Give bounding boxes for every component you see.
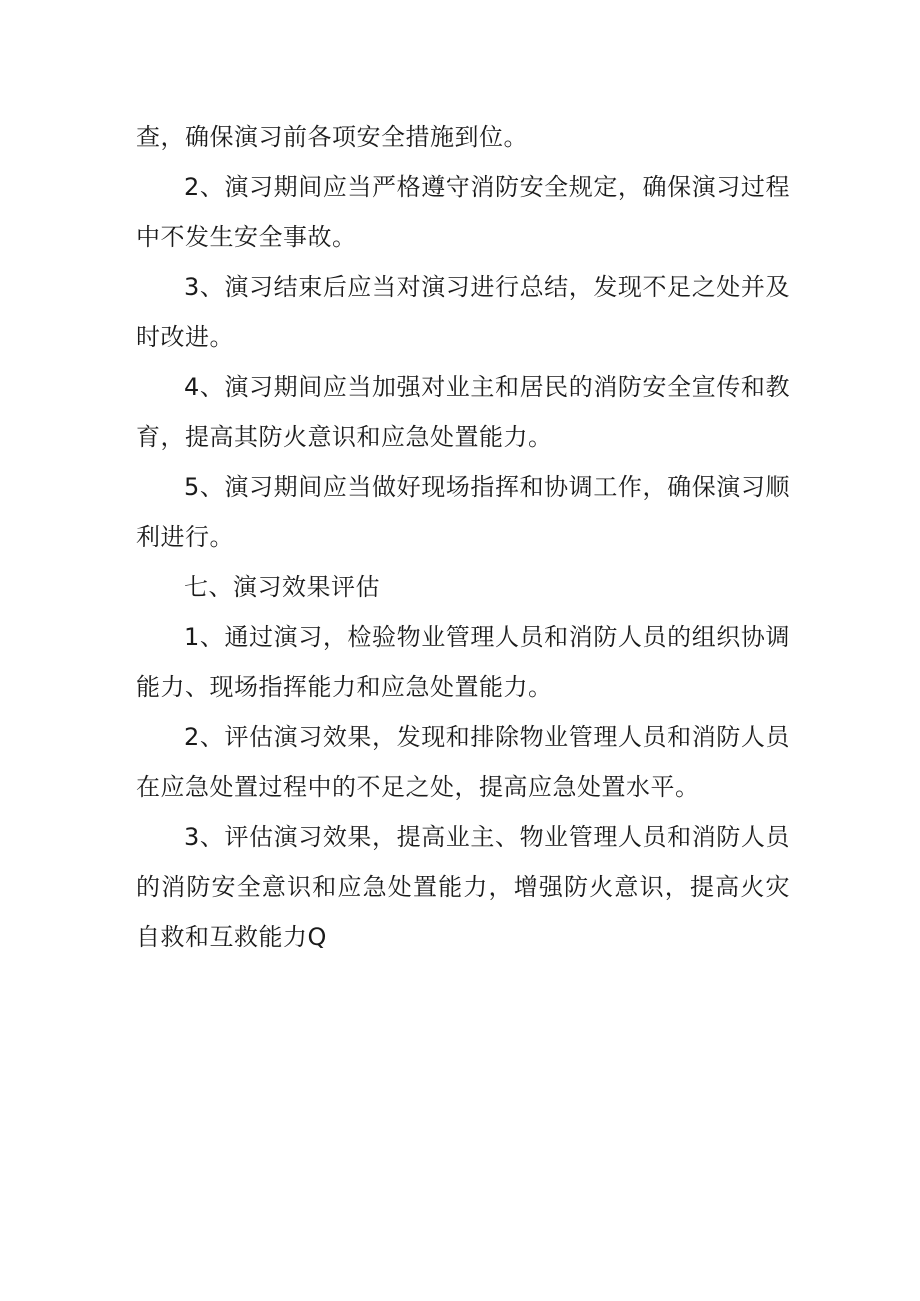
paragraph-item-2: 2、演习期间应当严格遵守消防安全规定，确保演习过程中不发生安全事故。: [136, 173, 790, 251]
paragraph-item-3: 3、演习结束后应当对演习进行总结，发现不足之处并及时改进。: [136, 273, 790, 351]
evaluation-item-2: 2、评估演习效果，发现和排除物业管理人员和消防人员在应急处置过程中的不足之处，提高应急处置水平。: [136, 723, 790, 801]
section-heading-seven: 七、演习效果评估: [184, 573, 380, 601]
evaluation-item-1: 1、通过演习，检验物业管理人员和消防人员的组织协调能力、现场指挥能力和应急处置能力。: [136, 623, 790, 701]
document-body: [136, 112, 790, 962]
evaluation-item-3: 3、评估演习效果，提高业主、物业管理人员和消防人员的消防安全意识和应急处置能力，增强防火意识，提高火灾自救和互救能力Q: [136, 823, 790, 951]
paragraph-item-4: 4、演习期间应当加强对业主和居民的消防安全宣传和教育，提高其防火意识和应急处置能力。: [136, 373, 790, 451]
paragraph-continuation: 查，确保演习前各项安全措施到位。: [136, 123, 528, 151]
paragraph-item-5: 5、演习期间应当做好现场指挥和协调工作，确保演习顺利进行。: [136, 473, 790, 551]
